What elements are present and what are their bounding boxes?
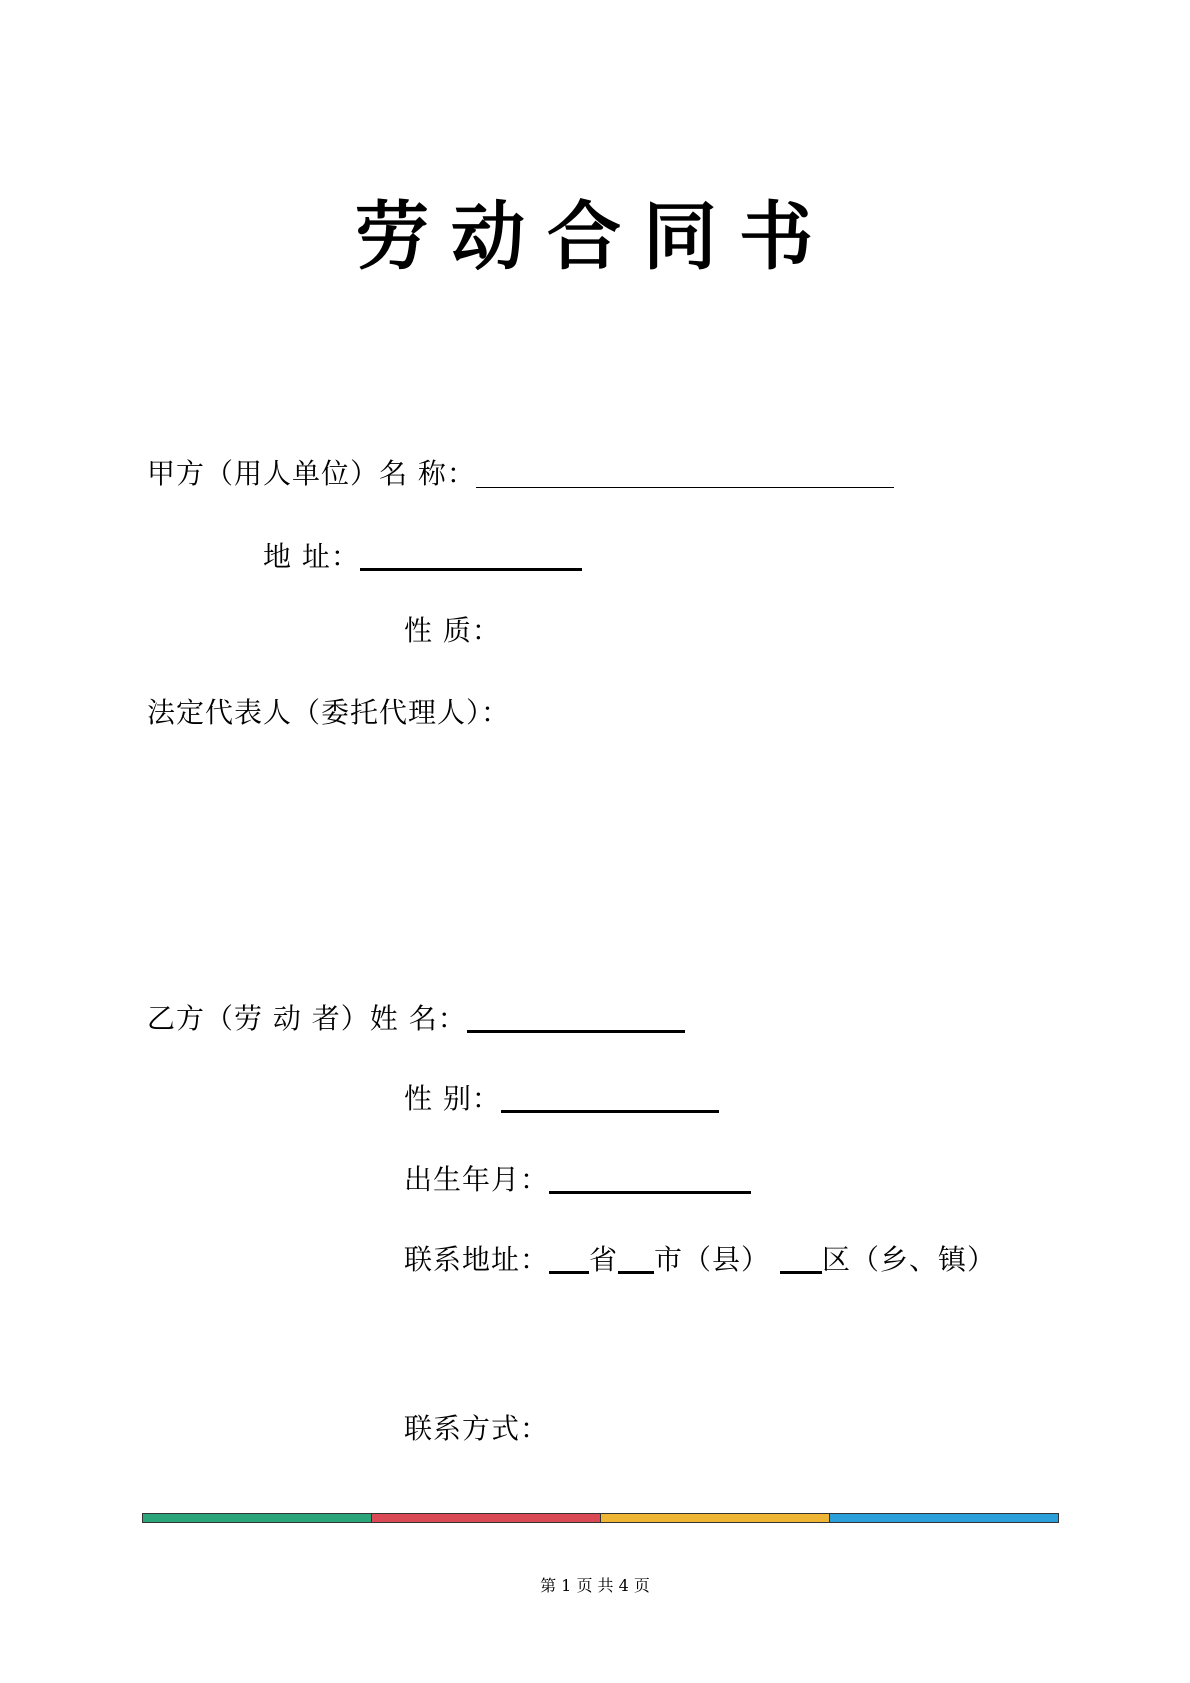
party-a-address-field[interactable] [360,538,582,571]
party-b-birth-field[interactable] [549,1161,751,1194]
party-b-birth-row [404,1161,751,1194]
footer-color-bar [142,1513,1059,1523]
city-field[interactable] [618,1241,654,1274]
color-bar-yellow [601,1514,830,1522]
city-label: 市（县） [654,1243,771,1276]
party-b-contact-method-row [404,1412,550,1445]
party-a-address-row [263,538,582,571]
party-b-contact-address-row [404,1241,996,1274]
document-title: 劳动合同书 [355,194,835,280]
page-number: 第 1 页 共 4 页 [540,1576,650,1595]
color-bar-blue [830,1514,1058,1522]
party-b-gender-field[interactable] [501,1080,719,1113]
party-b-name-row [147,1000,685,1033]
party-a-name-label: 甲方（用人单位）名 称： [147,457,476,490]
party-b-contact-method-label: 联系方式： [404,1412,550,1445]
party-a-nature-row [404,614,501,647]
party-a-name-field[interactable] [476,457,894,488]
party-a-legal-rep-row [147,696,511,729]
district-field[interactable] [780,1241,822,1274]
party-a-address-label: 地 址： [263,540,360,573]
party-a-name-row [147,457,894,488]
district-label: 区（乡、镇） [821,1243,996,1276]
party-b-name-label: 乙方（劳 动 者）姓 名： [147,1002,467,1035]
party-b-birth-label: 出生年月： [404,1163,550,1196]
party-b-name-field[interactable] [467,1000,685,1033]
party-b-contact-address-label: 联系地址： [404,1243,550,1276]
color-bar-red [372,1514,601,1522]
province-label: 省 [589,1243,619,1276]
party-a-nature-label: 性 质： [404,614,501,647]
color-bar-green [143,1514,372,1522]
party-b-gender-row [404,1080,719,1113]
party-a-legal-rep-label: 法定代表人（委托代理人）： [147,696,511,729]
province-field[interactable] [549,1241,589,1274]
party-b-gender-label: 性 别： [404,1082,501,1115]
